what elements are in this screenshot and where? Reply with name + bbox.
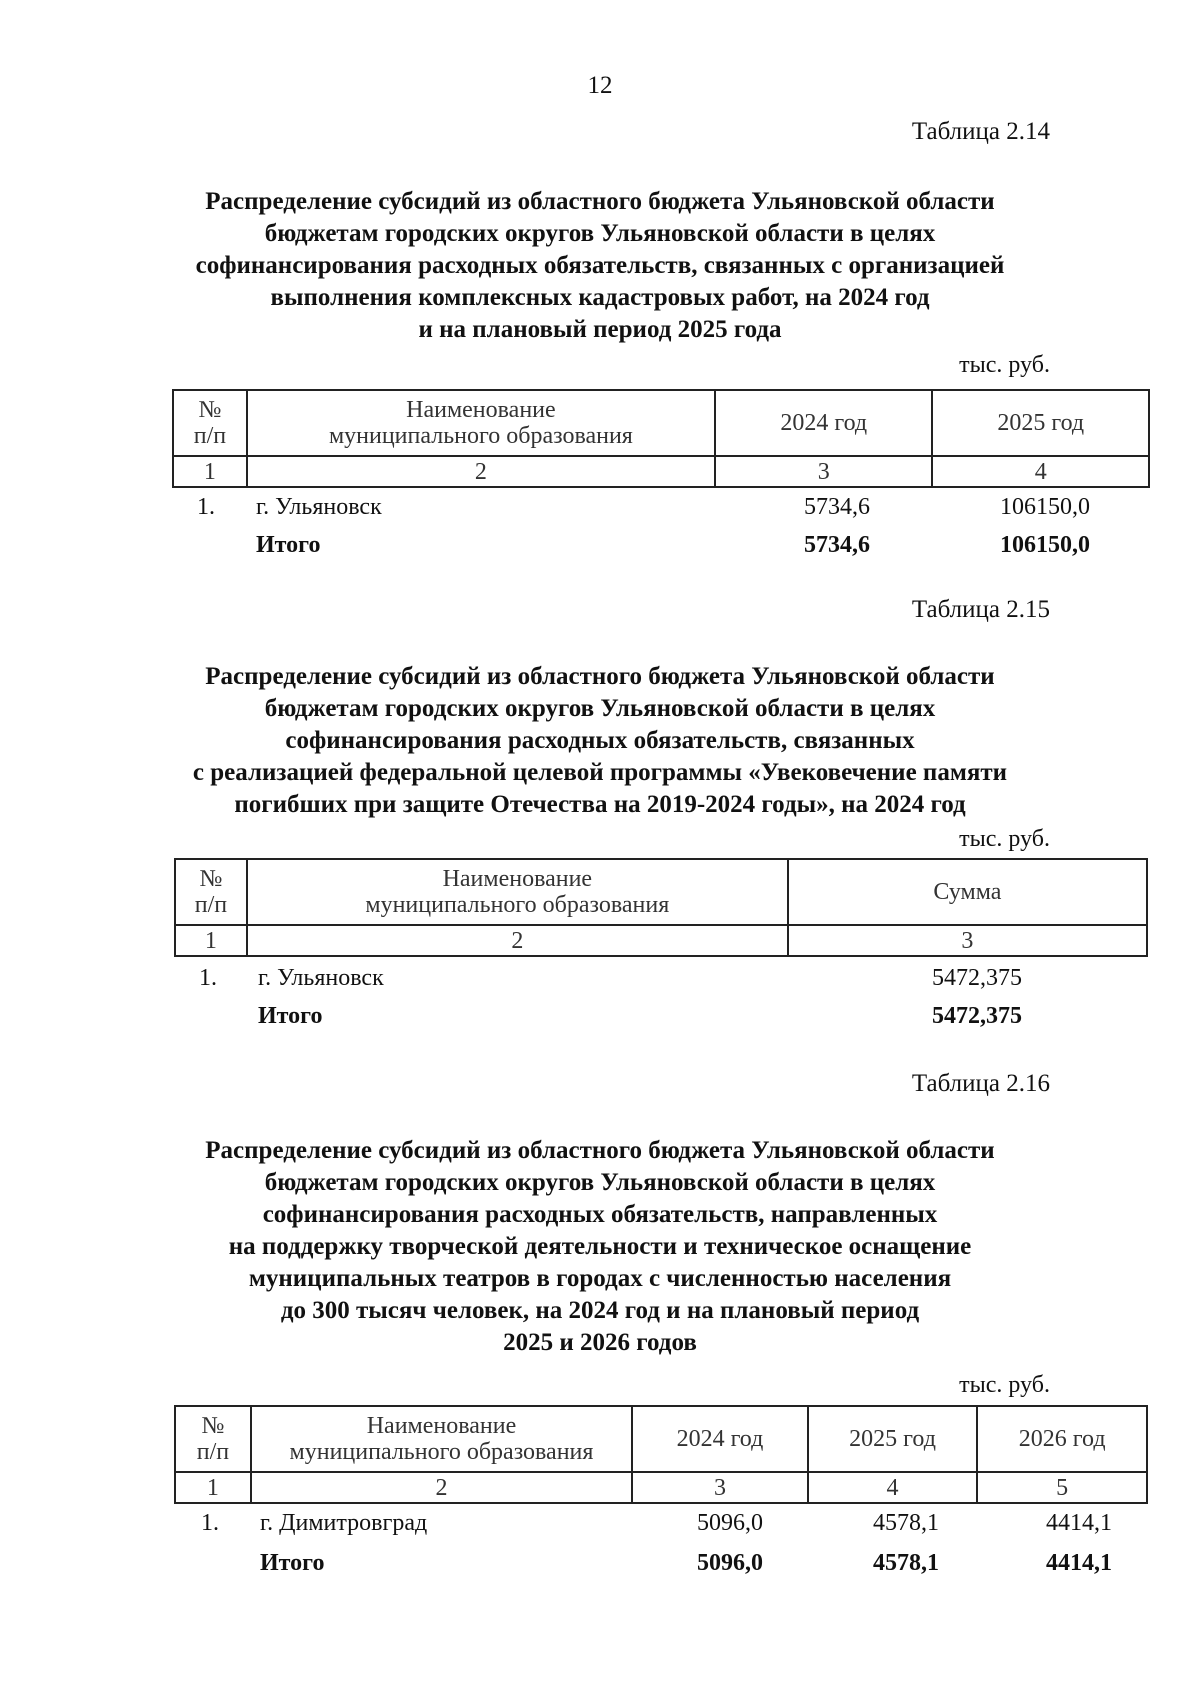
col-number: 1 bbox=[175, 1472, 251, 1503]
title-line: софинансирования расходных обязательств, связанных с организацией bbox=[195, 252, 1005, 279]
value-cell: 106150,0 bbox=[1000, 494, 1090, 520]
page-number: 12 bbox=[587, 72, 613, 99]
col-number: 2 bbox=[251, 1472, 632, 1503]
municipality-name: г. Димитровград bbox=[260, 1510, 428, 1536]
unit-label: тыс. руб. bbox=[959, 1372, 1050, 1398]
value-cell: 4578,1 bbox=[873, 1510, 939, 1536]
title-line: софинансирования расходных обязательств, связанных bbox=[285, 727, 915, 754]
title-line: выполнения комплексных кадастровых работ, на 2024 год bbox=[270, 284, 930, 311]
municipality-name: г. Ульяновск bbox=[256, 494, 382, 520]
table-header bbox=[174, 1405, 1148, 1504]
header-num: № п/п bbox=[173, 390, 247, 456]
value-cell: 4414,1 bbox=[1046, 1510, 1112, 1536]
header-year: 2025 год bbox=[808, 1406, 978, 1472]
row-number: 1. bbox=[201, 1510, 219, 1536]
header-name: Наименование муниципального образования bbox=[247, 390, 715, 456]
title-line: до 300 тысяч человек, на 2024 год и на плановый период bbox=[280, 1297, 920, 1324]
table-header bbox=[174, 858, 1148, 957]
col-number: 2 bbox=[247, 456, 715, 487]
table-header bbox=[172, 389, 1150, 488]
title-line: Распределение субсидий из областного бюджета Ульяновской области bbox=[205, 663, 995, 690]
header-year: 2024 год bbox=[632, 1406, 808, 1472]
header-year: 2026 год bbox=[977, 1406, 1147, 1472]
title-line: на поддержку творческой деятельности и техническое оснащение bbox=[228, 1233, 972, 1260]
col-number: 4 bbox=[932, 456, 1149, 487]
total-label: Итого bbox=[258, 1003, 323, 1029]
table-row bbox=[0, 1510, 1200, 1544]
total-value: 5472,375 bbox=[932, 1003, 1022, 1029]
total-label: Итого bbox=[260, 1550, 325, 1576]
table-label: Таблица 2.16 bbox=[911, 1070, 1050, 1097]
col-number: 4 bbox=[808, 1472, 978, 1503]
col-number: 3 bbox=[632, 1472, 808, 1503]
header-num: № п/п bbox=[175, 1406, 251, 1472]
total-value: 4414,1 bbox=[1046, 1550, 1112, 1576]
total-value: 5096,0 bbox=[697, 1550, 763, 1576]
total-row bbox=[0, 532, 1200, 566]
total-row bbox=[0, 1550, 1200, 1584]
header-year: 2024 год bbox=[715, 390, 933, 456]
total-value: 106150,0 bbox=[1000, 532, 1090, 558]
value-cell: 5472,375 bbox=[932, 965, 1022, 991]
col-number: 3 bbox=[715, 456, 933, 487]
title-line: муниципальных театров в городах с численностью населения bbox=[248, 1265, 952, 1292]
header-name: Наименование муниципального образования bbox=[251, 1406, 632, 1472]
value-cell: 5096,0 bbox=[697, 1510, 763, 1536]
col-number: 1 bbox=[173, 456, 247, 487]
header-year: 2025 год bbox=[932, 390, 1149, 456]
title-line: бюджетам городских округов Ульяновской области в целях bbox=[264, 695, 936, 722]
table-row bbox=[0, 494, 1200, 528]
table-title bbox=[150, 186, 1050, 346]
title-line: погибших при защите Отечества на 2019-2024 годы», на 2024 год bbox=[234, 791, 966, 818]
col-number: 1 bbox=[175, 925, 247, 956]
title-line: с реализацией федеральной целевой программы «Увековечение памяти bbox=[192, 759, 1008, 786]
unit-label: тыс. руб. bbox=[959, 826, 1050, 852]
total-value: 4578,1 bbox=[873, 1550, 939, 1576]
title-line: 2025 и 2026 годов bbox=[503, 1329, 697, 1356]
col-number: 2 bbox=[247, 925, 788, 956]
title-line: бюджетам городских округов Ульяновской области в целях bbox=[264, 220, 936, 247]
title-line: бюджетам городских округов Ульяновской области в целях bbox=[264, 1169, 936, 1196]
total-value: 5734,6 bbox=[804, 532, 870, 558]
municipality-name: г. Ульяновск bbox=[258, 965, 384, 991]
table-label: Таблица 2.14 bbox=[911, 118, 1050, 145]
title-line: Распределение субсидий из областного бюджета Ульяновской области bbox=[205, 1137, 995, 1164]
table-title bbox=[150, 1135, 1050, 1359]
table-label: Таблица 2.15 bbox=[911, 596, 1050, 623]
col-number: 5 bbox=[977, 1472, 1147, 1503]
total-label: Итого bbox=[256, 532, 321, 558]
row-number: 1. bbox=[199, 965, 217, 991]
col-number: 3 bbox=[788, 925, 1147, 956]
table-row bbox=[0, 965, 1200, 999]
unit-label: тыс. руб. bbox=[959, 352, 1050, 378]
total-row bbox=[0, 1003, 1200, 1037]
title-line: Распределение субсидий из областного бюджета Ульяновской области bbox=[205, 188, 995, 215]
header-sum: Сумма bbox=[788, 859, 1147, 925]
table-title bbox=[150, 661, 1050, 821]
title-line: и на плановый период 2025 года bbox=[418, 316, 782, 343]
title-line: софинансирования расходных обязательств, направленных bbox=[262, 1201, 938, 1228]
row-number: 1. bbox=[197, 494, 215, 520]
header-name: Наименование муниципального образования bbox=[247, 859, 788, 925]
value-cell: 5734,6 bbox=[804, 494, 870, 520]
header-num: № п/п bbox=[175, 859, 247, 925]
